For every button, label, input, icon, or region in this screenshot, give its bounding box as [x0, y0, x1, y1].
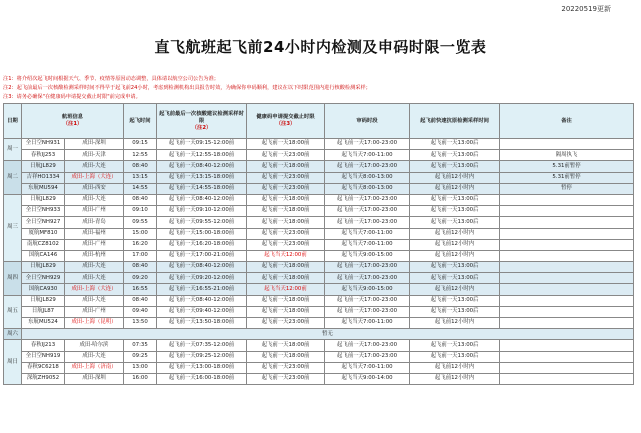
airline-cell: 国航CA930 [22, 284, 65, 295]
table-row [4, 340, 634, 351]
test-window-cell: 起飞前一天09:55-12:00前 [157, 217, 247, 228]
review-cell: 起飞前一天17:00-23:00 [325, 206, 410, 217]
code-deadline-cell: 起飞前一天18:00前 [247, 273, 325, 284]
review-cell: 起飞前一天17:00-23:00 [325, 217, 410, 228]
code-deadline-cell: 起飞前一天23:00前 [247, 362, 325, 373]
route-cell: 成田-青岛 [65, 217, 124, 228]
airline-cell: 吉祥HO1334 [22, 172, 65, 183]
update-date: 20220519更新 [561, 5, 611, 13]
route-cell: 成田-上海（济南） [65, 362, 124, 373]
dep-time-cell: 09:10 [124, 206, 157, 217]
test-window-cell: 起飞前一天08:40-12:00前 [157, 161, 247, 172]
rapid-test-cell: 起飞前一天13:00后 [410, 295, 500, 306]
table-row [4, 194, 634, 205]
remark-cell [500, 306, 634, 317]
note-2: 注2：起飞前最后一次核酸检测采样时间不得早于起飞前24小时，考虑到检测机构出具报告时效，为确保你申码顺利，建议在以下时限范围内进行核酸检测采样； [3, 85, 371, 91]
dep-time-cell: 13:15 [124, 172, 157, 183]
airline-cell: 春秋IJ213 [22, 340, 65, 351]
code-deadline-cell: 起飞前一天18:00前 [247, 306, 325, 317]
table-row [4, 306, 634, 317]
day-cell: 周一 [4, 139, 22, 161]
review-cell: 起飞当天9:00-15:00 [325, 284, 410, 295]
remark-cell [500, 295, 634, 306]
table-row [4, 318, 634, 329]
day-cell: 周六 [4, 329, 22, 340]
dep-time-cell: 08:40 [124, 161, 157, 172]
route-cell: 成田-大连 [65, 262, 124, 273]
route-cell: 成田-大连 [65, 273, 124, 284]
rapid-test-cell: 起飞前12小时内 [410, 183, 500, 194]
table-header-row [4, 104, 634, 139]
airline-cell: 南航CZ8102 [22, 239, 65, 250]
review-cell: 起飞当天9:00-14:00 [325, 373, 410, 384]
dep-time-cell: 13:00 [124, 362, 157, 373]
rapid-test-cell: 起飞前12小时内 [410, 318, 500, 329]
code-deadline-cell: 起飞前一天18:00前 [247, 295, 325, 306]
rapid-test-cell: 起飞前一天13:00后 [410, 262, 500, 273]
dep-time-cell: 08:40 [124, 262, 157, 273]
dep-time-cell: 07:35 [124, 340, 157, 351]
dep-time-cell: 09:55 [124, 217, 157, 228]
table-row [4, 150, 634, 161]
route-cell: 成田-上海（大连） [65, 172, 124, 183]
rapid-test-cell: 起飞前一天13:00后 [410, 139, 500, 150]
code-deadline-cell: 起飞前一天23:00前 [247, 172, 325, 183]
airline-cell: 全日空NH933 [22, 206, 65, 217]
review-cell: 起飞当天7:00-11:00 [325, 150, 410, 161]
airline-cell: 日航JL87 [22, 306, 65, 317]
route-cell: 成田-广州 [65, 206, 124, 217]
route-cell: 成田-上海（大连） [65, 284, 124, 295]
review-cell: 起飞前一天17:00-23:00 [325, 295, 410, 306]
code-deadline-cell: 起飞当天12:00前 [247, 250, 325, 261]
table-row [4, 362, 634, 373]
route-cell: 成田-天津 [65, 150, 124, 161]
table-row [4, 351, 634, 362]
dep-time-cell: 09:15 [124, 139, 157, 150]
day-cell: 周五 [4, 295, 22, 329]
route-cell: 成田-杭州 [65, 250, 124, 261]
table-row [4, 217, 634, 228]
dep-time-cell: 12:55 [124, 150, 157, 161]
test-window-cell: 起飞前一天12:55-18:00前 [157, 150, 247, 161]
code-deadline-cell: 起飞前一天23:00前 [247, 373, 325, 384]
rapid-test-cell: 起飞前12小时内 [410, 373, 500, 384]
test-window-cell: 起飞前一天08:40-12:00前 [157, 262, 247, 273]
rapid-test-cell: 起飞前一天13:00后 [410, 340, 500, 351]
remark-cell: 5.31前暂停 [500, 161, 634, 172]
code-deadline-cell: 起飞前一天23:00前 [247, 183, 325, 194]
review-cell: 起飞前一天17:00-23:00 [325, 306, 410, 317]
table-body [4, 139, 634, 385]
test-window-cell: 起飞前一天13:00-18:00前 [157, 362, 247, 373]
route-cell: 成田-哈尔滨 [65, 340, 124, 351]
airline-cell: 深航ZH9052 [22, 373, 65, 384]
remark-cell [500, 351, 634, 362]
notes [3, 75, 633, 102]
note-1: 注1：将介绍次起飞时间根据天气、季节、疫情等原因动态调整，具体请以航空公司公告为准； [3, 76, 219, 82]
remark-cell [500, 373, 634, 384]
test-window-cell: 起飞前一天08:40-12:00前 [157, 295, 247, 306]
code-deadline-cell: 起飞前一天18:00前 [247, 351, 325, 362]
rapid-test-cell: 起飞前12小时内 [410, 228, 500, 239]
header-rapid-test: 起飞前快速抗原检测采样时间 [410, 104, 500, 139]
code-deadline-cell: 起飞前一天18:00前 [247, 206, 325, 217]
table-row [4, 373, 634, 384]
test-window-cell: 起飞前一天16:00-18:00前 [157, 373, 247, 384]
table-row [4, 329, 634, 340]
dep-time-cell: 16:20 [124, 239, 157, 250]
airline-cell: 全日空NH927 [22, 217, 65, 228]
remark-cell [500, 194, 634, 205]
test-window-cell: 起飞前一天08:40-12:00前 [157, 194, 247, 205]
header-code-deadline: 健康码申请提交截止时限 （注3） [247, 104, 325, 139]
remark-cell: 暂停 [500, 183, 634, 194]
remark-cell [500, 250, 634, 261]
dep-time-cell: 15:00 [124, 228, 157, 239]
airline-cell: 春秋9C6218 [22, 362, 65, 373]
review-cell: 起飞当天7:00-11:00 [325, 228, 410, 239]
remark-cell [500, 228, 634, 239]
test-window-cell: 起飞前一天09:25-12:00前 [157, 351, 247, 362]
table-row [4, 239, 634, 250]
code-deadline-cell: 起飞前一天18:00前 [247, 161, 325, 172]
route-cell: 成田-广州 [65, 239, 124, 250]
route-cell: 成田-深圳 [65, 373, 124, 384]
dep-time-cell: 16:00 [124, 373, 157, 384]
airline-cell: 日航JL829 [22, 262, 65, 273]
remark-cell [500, 284, 634, 295]
dep-time-cell: 16:55 [124, 284, 157, 295]
note-3: 注3：请务必确保"在健康码申请提交截止时限"前完成申请。 [3, 94, 141, 100]
route-cell: 成田-福州 [65, 228, 124, 239]
table-row [4, 206, 634, 217]
review-cell: 起飞前一天17:00-23:00 [325, 262, 410, 273]
airline-cell: 全日空NH919 [22, 351, 65, 362]
airline-cell: 日航JL829 [22, 194, 65, 205]
airline-cell: 厦航MF810 [22, 228, 65, 239]
airline-cell: 日航JL829 [22, 161, 65, 172]
dep-time-cell: 13:50 [124, 318, 157, 329]
route-cell: 成田-西安 [65, 183, 124, 194]
code-deadline-cell: 起飞前一天18:00前 [247, 262, 325, 273]
remark-cell [500, 318, 634, 329]
airline-cell: 日航JL829 [22, 295, 65, 306]
rapid-test-cell: 起飞前一天13:00后 [410, 273, 500, 284]
rapid-test-cell: 起飞前12小时内 [410, 284, 500, 295]
table-row [4, 250, 634, 261]
remark-cell [500, 262, 634, 273]
table-row [4, 262, 634, 273]
test-window-cell: 起飞前一天09:10-12:00前 [157, 206, 247, 217]
test-window-cell: 起飞前一天16:55-21:00前 [157, 284, 247, 295]
review-cell: 起飞当天9:00-15:00 [325, 250, 410, 261]
code-deadline-cell: 起飞前一天23:00前 [247, 318, 325, 329]
test-window-cell: 起飞前一天09:15-12:00前 [157, 139, 247, 150]
header-review: 审码时段 [325, 104, 410, 139]
code-deadline-cell: 起飞当天12:00前 [247, 284, 325, 295]
day-cell: 周日 [4, 340, 22, 385]
test-window-cell: 起飞前一天09:40-12:00前 [157, 306, 247, 317]
route-cell: 成田-深圳 [65, 139, 124, 150]
remark-cell [500, 139, 634, 150]
airline-cell: 国航CA146 [22, 250, 65, 261]
header-dep-time: 起飞时间 [124, 104, 157, 139]
code-deadline-cell: 起飞前一天23:00前 [247, 228, 325, 239]
route-cell: 成田-大连 [65, 194, 124, 205]
test-window-cell: 起飞前一天14:55-18:00前 [157, 183, 247, 194]
route-cell: 成田-大连 [65, 161, 124, 172]
airline-cell: 东航MU594 [22, 183, 65, 194]
header-test-window: 起飞前最后一次核酸建议检测采样时限 （注2） [157, 104, 247, 139]
review-cell: 起飞当天7:00-11:00 [325, 318, 410, 329]
route-cell: 成田-大连 [65, 351, 124, 362]
test-window-cell: 起飞前一天17:00-21:00前 [157, 250, 247, 261]
remark-cell [500, 217, 634, 228]
review-cell: 起飞前一天17:00-23:00 [325, 194, 410, 205]
table-row [4, 139, 634, 150]
route-cell: 成田-广州 [65, 306, 124, 317]
table-row [4, 295, 634, 306]
route-cell: 成田-上海（昆明） [65, 318, 124, 329]
test-window-cell: 起飞前一天15:00-18:00前 [157, 228, 247, 239]
rapid-test-cell: 起飞前一天13:00后 [410, 161, 500, 172]
review-cell: 起飞前一天17:00-23:00 [325, 273, 410, 284]
code-deadline-cell: 起飞前一天18:00前 [247, 217, 325, 228]
page-title: 直飞航班起飞前24小时内检测及申码时限一览表 [154, 38, 487, 56]
table-row [4, 172, 634, 183]
dep-time-cell: 17:00 [124, 250, 157, 261]
table-row [4, 228, 634, 239]
remark-cell: 隔周执飞 [500, 150, 634, 161]
remark-cell [500, 239, 634, 250]
review-cell: 起飞当天7:00-11:00 [325, 239, 410, 250]
table-row [4, 161, 634, 172]
code-deadline-cell: 起飞前一天18:00前 [247, 139, 325, 150]
rapid-test-cell: 起飞前一天13:00后 [410, 306, 500, 317]
review-cell: 起飞当天8:00-13:00 [325, 172, 410, 183]
table-row [4, 273, 634, 284]
remark-cell [500, 206, 634, 217]
dep-time-cell: 08:40 [124, 194, 157, 205]
table-row [4, 183, 634, 194]
header-flight: 航班信息 （注1） [22, 104, 124, 139]
dep-time-cell: 08:40 [124, 295, 157, 306]
rapid-test-cell: 起飞前12小时内 [410, 250, 500, 261]
test-window-cell: 起飞前一天13:15-18:00前 [157, 172, 247, 183]
rapid-test-cell: 起飞前一天13:00后 [410, 351, 500, 362]
flight-table [3, 103, 634, 385]
day-cell: 周三 [4, 194, 22, 261]
rapid-test-cell: 起飞前12小时内 [410, 172, 500, 183]
day-cell: 周二 [4, 161, 22, 195]
route-cell: 成田-大连 [65, 295, 124, 306]
dep-time-cell: 09:20 [124, 273, 157, 284]
header-remark: 备注 [500, 104, 634, 139]
rapid-test-cell: 起飞前一天13:00后 [410, 217, 500, 228]
review-cell: 起飞前一天17:00-23:00 [325, 340, 410, 351]
test-window-cell: 起飞前一天09:20-12:00前 [157, 273, 247, 284]
review-cell: 起飞当天8:00-13:00 [325, 183, 410, 194]
remark-cell [500, 362, 634, 373]
test-window-cell: 起飞前一天16:20-18:00前 [157, 239, 247, 250]
table-row [4, 284, 634, 295]
remark-cell [500, 340, 634, 351]
rapid-test-cell: 起飞前一天13:00后 [410, 206, 500, 217]
rapid-test-cell: 起飞前一天13:00后 [410, 194, 500, 205]
code-deadline-cell: 起飞前一天18:00前 [247, 194, 325, 205]
airline-cell: 全日空NH931 [22, 139, 65, 150]
airline-cell: 东航MU524 [22, 318, 65, 329]
dep-time-cell: 09:25 [124, 351, 157, 362]
code-deadline-cell: 起飞前一天23:00前 [247, 150, 325, 161]
review-cell: 起飞当天7:00-11:00 [325, 362, 410, 373]
rapid-test-cell: 起飞前12小时内 [410, 362, 500, 373]
rapid-test-cell: 起飞前12小时内 [410, 239, 500, 250]
suspended-cell: 暂无 [22, 329, 634, 340]
rapid-test-cell: 起飞前一天13:00后 [410, 150, 500, 161]
test-window-cell: 起飞前一天13:50-18:00前 [157, 318, 247, 329]
header-day: 日期 [4, 104, 22, 139]
test-window-cell: 起飞前一天07:35-12:00前 [157, 340, 247, 351]
remark-cell: 5.31前暂停 [500, 172, 634, 183]
review-cell: 起飞前一天17:00-23:00 [325, 139, 410, 150]
day-cell: 周四 [4, 262, 22, 296]
review-cell: 起飞前一天17:00-23:00 [325, 351, 410, 362]
dep-time-cell: 09:40 [124, 306, 157, 317]
code-deadline-cell: 起飞前一天23:00前 [247, 239, 325, 250]
dep-time-cell: 14:55 [124, 183, 157, 194]
review-cell: 起飞前一天17:00-23:00 [325, 161, 410, 172]
airline-cell: 春秋IJ253 [22, 150, 65, 161]
code-deadline-cell: 起飞前一天18:00前 [247, 340, 325, 351]
airline-cell: 全日空NH929 [22, 273, 65, 284]
remark-cell [500, 273, 634, 284]
